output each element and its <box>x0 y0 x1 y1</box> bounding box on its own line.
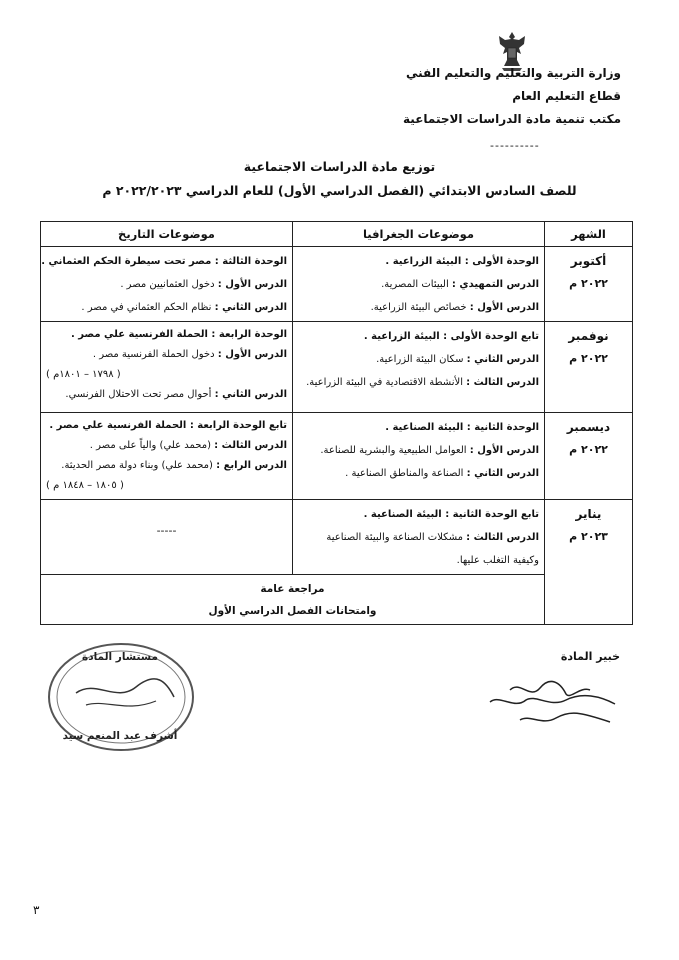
hist-line: الدرس الثاني : أحوال مصر تحت الاحتلال الفرنسي. <box>65 389 287 400</box>
table-header-row <box>41 222 633 247</box>
first-term-exams: وامتحانات الفصل الدراسي الأول <box>208 605 377 617</box>
month-year: ٢٠٢٣ م <box>569 530 608 543</box>
month-cell <box>545 500 633 625</box>
general-review: مراجعة عامة <box>260 583 325 595</box>
hist-line: الدرس الثالث : (محمد علي) والياً على مصر . <box>89 440 287 451</box>
month-cell <box>545 413 633 500</box>
geo-line: الدرس التمهيدي : البيئات المصرية. <box>381 279 539 290</box>
stamp-title: مستشار المادة <box>82 651 158 663</box>
hist-line: الدرس الثاني : نظام الحكم العثماني في مصر . <box>81 302 287 313</box>
empty-history-dash: ----- <box>156 524 177 537</box>
hist-line: الدرس الرابع : (محمد علي) وبناء دولة مصر الحديثة. <box>61 460 287 471</box>
document-subtitle: للصف السادس الابتدائي (الفصل الدراسي الأول) للعام الدراسي ٢٠٢٢/٢٠٢٣ م <box>102 183 577 198</box>
document-title: توزيع مادة الدراسات الاجتماعية <box>243 159 436 174</box>
hist-line: ( ١٧٩٨ – ١٨٠١م ) <box>46 369 121 380</box>
geo-line: الدرس الأول : العوامل الطبيعية والبشرية للصناعة. <box>320 445 539 456</box>
header-history: موضوعات التاريخ <box>41 222 293 247</box>
month-name: نوفمبر <box>568 329 609 343</box>
sector-name: قطاع التعليم العام <box>512 89 621 103</box>
month-name: ديسمبر <box>566 420 611 434</box>
month-cell <box>545 247 633 322</box>
table-row <box>41 322 633 413</box>
geo-line: وكيفية التغلب عليها. <box>456 555 539 566</box>
expert-signature-icon <box>470 660 630 740</box>
month-year: ٢٠٢٢ م <box>569 277 608 290</box>
geo-line: الدرس الثاني : سكان البيئة الزراعية. <box>376 354 539 365</box>
month-name: يناير <box>575 507 602 521</box>
page-number: ٣ <box>33 903 40 917</box>
history-cell <box>41 413 293 500</box>
month-cell <box>545 322 633 413</box>
table-row <box>41 413 633 500</box>
ministry-header <box>403 62 621 131</box>
geo-line: الوحدة الثانية : البيئة الصناعية . <box>385 422 539 433</box>
ministry-name: وزارة التربية والتعليم والتعليم الفني <box>405 66 621 80</box>
geo-line: الوحدة الأولى : البيئة الزراعية . <box>385 256 539 267</box>
hist-line: ( ١٨٠٥ – ١٨٤٨ م ) <box>46 480 124 491</box>
month-year: ٢٠٢٢ م <box>569 352 608 365</box>
header-dashes: ---------- <box>490 139 540 152</box>
hist-line: الدرس الأول : دخول الحملة الفرنسية مصر . <box>92 349 287 360</box>
table-row <box>41 247 633 322</box>
hist-line: الوحدة الثالثة : مصر تحت سيطرة الحكم العثماني . <box>41 256 287 267</box>
geo-line: الدرس الثالث : الأنشطة الاقتصادية في البيئة الزراعية. <box>306 377 539 388</box>
hist-line: الدرس الأول : دخول العثمانيين مصر . <box>120 279 287 290</box>
document-titles <box>0 155 679 203</box>
history-cell <box>41 322 293 413</box>
month-name: أكتوبر <box>570 254 607 268</box>
history-cell <box>41 500 293 575</box>
geo-line: تابع الوحدة الأولى : البيئة الزراعية . <box>363 331 539 342</box>
curriculum-table <box>40 221 633 625</box>
final-review-cell <box>41 575 545 625</box>
hist-line: تابع الوحدة الرابعة : الحملة الفرنسية علي مصر . <box>49 420 287 431</box>
geo-line: الدرس الثاني : الصناعة والمناطق الصناعية . <box>345 468 539 479</box>
table-row <box>41 575 633 625</box>
table-row <box>41 500 633 575</box>
hist-line: الوحدة الرابعة : الحملة الفرنسية علي مصر . <box>70 329 287 340</box>
history-cell <box>41 247 293 322</box>
month-year: ٢٠٢٢ م <box>569 443 608 456</box>
office-name: مكتب تنمية مادة الدراسات الاجتماعية <box>403 112 621 126</box>
geo-line: الدرس الثالث : مشكلات الصناعة والبيئة الصناعية <box>326 532 539 543</box>
expert-title: خبير المادة <box>560 650 620 663</box>
geography-cell <box>293 322 545 413</box>
geo-line: الدرس الأول : خصائص البيئة الزراعية. <box>370 302 539 313</box>
geography-cell <box>293 500 545 575</box>
header-geography: موضوعات الجغرافيا <box>293 222 545 247</box>
geography-cell <box>293 247 545 322</box>
header-month: الشهر <box>545 222 633 247</box>
geography-cell <box>293 413 545 500</box>
geo-line: تابع الوحدة الثانية : البيئة الصناعية . <box>363 509 539 520</box>
stamp-name: أشرف عبد المنعم سيد <box>62 730 178 742</box>
